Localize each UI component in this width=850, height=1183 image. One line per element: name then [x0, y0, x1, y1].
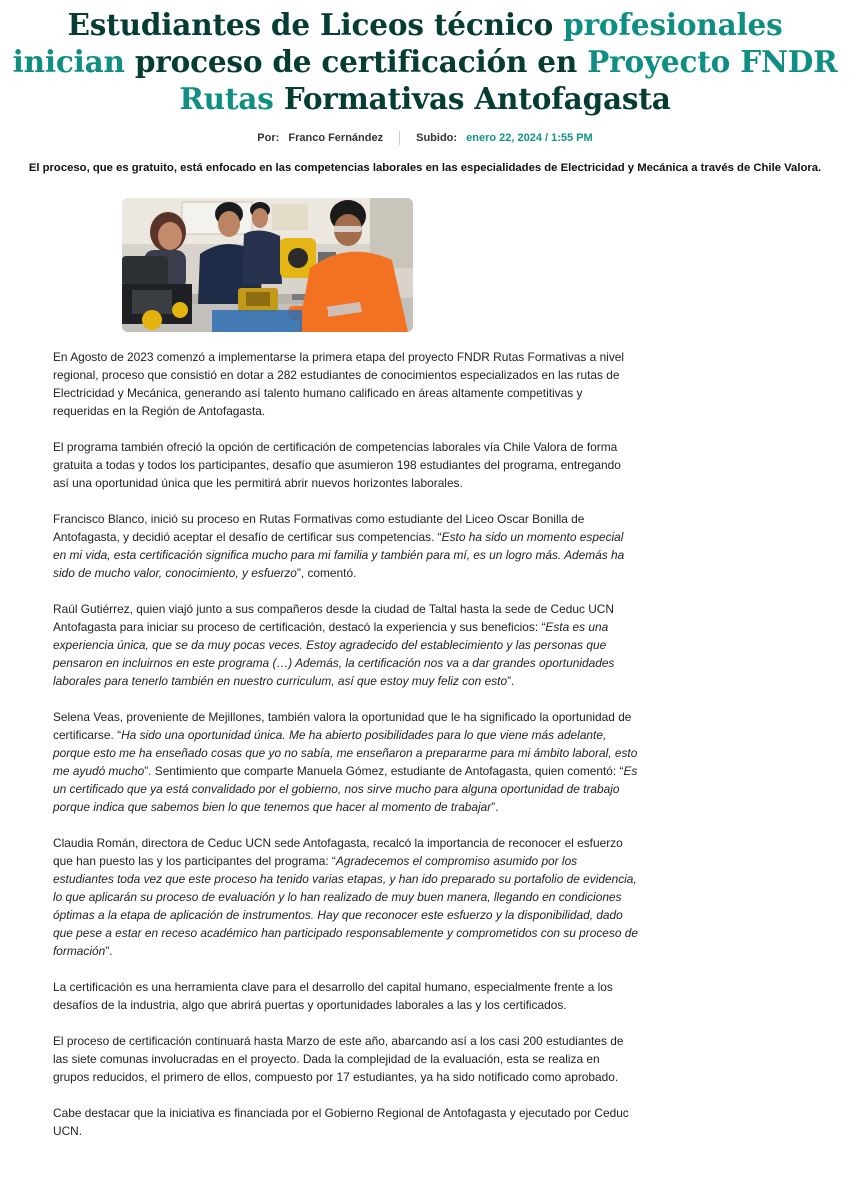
article-paragraph	[53, 708, 638, 816]
paragraph-text: ”.	[105, 944, 113, 958]
paragraph-text: Claudia Román, directora de Ceduc UCN sede Antofagasta, recalcó la importancia de reconocer el esfuerzo que han puesto las y los participantes del programa: “	[53, 836, 623, 868]
paragraph-text: Selena Veas, proveniente de Mejillones, también valora la oportunidad que le ha significado la oportunidad de certificarse. “	[53, 710, 632, 742]
title-segment: FNDR Rutas	[179, 44, 838, 116]
paragraph-text: Cabe destacar que la iniciativa es financiada por el Gobierno Regional de Antofagasta y ejecutado por Ceduc UCN.	[53, 1106, 629, 1138]
title-segment: Liceos técnico	[320, 7, 564, 42]
students-workshop-photo-icon	[122, 198, 413, 332]
title-segment: Formativas Antofagasta	[283, 81, 671, 116]
article-paragraph	[53, 438, 638, 492]
article-paragraph	[53, 978, 638, 1014]
quote-text: Esto ha sido un momento especial en mi vida, esta certificación significa mucho para mi familia y también para mí, es un logro más. Además ha sido de mucho valor, conocimiento, y esfuerzo	[53, 530, 625, 580]
byline	[257, 132, 383, 144]
paragraph-text: En Agosto de 2023 comenzó a implementarse la primera etapa del proyecto FNDR Rutas Formativas a nivel regional, proceso que consistió en dotar a 282 estudiantes de conocimientos especializados en las rutas de Electricidad y Mecánica, generando así talento humano calificado en áreas altamente competitivas y requeridas en la Región de Antofagasta.	[53, 350, 625, 418]
paragraph-text: ”.	[507, 674, 515, 688]
author-label: Por:	[257, 132, 280, 144]
date-label: Subido:	[416, 132, 458, 144]
article-meta	[0, 131, 850, 145]
article-paragraph	[53, 1104, 638, 1140]
paragraph-text: Raúl Gutiérrez, quien viajó junto a sus compañeros desde la ciudad de Taltal hasta la sede de Ceduc UCN Antofagasta para iniciar su proceso de certificación, destacó la experiencia y sus beneficios: “	[53, 602, 614, 634]
article-paragraph	[53, 510, 638, 582]
title-segment: proceso de certificación en	[134, 44, 588, 79]
paragraph-text: ”, comentó.	[296, 566, 357, 580]
meta-divider	[399, 131, 400, 145]
title-segment: profesionales	[563, 7, 783, 42]
paragraph-text: El proceso de certificación continuará hasta Marzo de este año, abarcando así a los casi 200 estudiantes de las siete comunas involucradas en el proyecto. Dada la complejidad de la evaluación, esta se realiza en grupos reducidos, el primero de ellos, compuesto por 17 estudiantes, ya ha sido notificado como aprobado.	[53, 1034, 624, 1084]
publish-date: enero 22, 2024 / 1:55 PM	[466, 132, 593, 144]
paragraph-text: La certificación es una herramienta clave para el desarrollo del capital humano, especialmente frente a los desafíos de la industria, algo que abrirá puertas y oportunidades laborales a las y los certificados.	[53, 980, 613, 1012]
article-body	[53, 348, 638, 1158]
article-paragraph	[53, 834, 638, 960]
article-lead: El proceso, que es gratuito, está enfocado en las competencias laborales en las especialidades de Electricidad y Mecánica a través de Chile Valora.	[28, 162, 822, 174]
paragraph-text: Francisco Blanco, inició su proceso en Rutas Formativas como estudiante del Liceo Oscar Bonilla de Antofagasta, y decidió aceptar el desafío de certificar sus competencias. “	[53, 512, 585, 544]
article-paragraph	[53, 1032, 638, 1086]
paragraph-text: ”. Sentimiento que comparte Manuela Gómez, estudiante de Antofagasta, quien comentó: “	[144, 764, 624, 778]
article-title	[0, 0, 850, 117]
paragraph-text: ”.	[491, 800, 499, 814]
quote-text: Ha sido una oportunidad única. Me ha abierto posibilidades para lo que viene más adelante, porque esto me ha enseñado cosas que yo no sabía, me enseñaron a prepararme para mi ámbito laboral, esto me ayudó mucho	[53, 728, 638, 778]
article-paragraph	[53, 600, 638, 690]
quote-text: Agradecemos el compromiso asumido por los estudiantes toda vez que este proceso ha tenido varias etapas, y han ido preparado su portafolio de evidencia, lo que aplicarán su proceso de evaluación y lo han realizado de muy buen manera, llegando en condiciones óptimas a la etapa de aplicación de instrumentos. Hay que reconocer este esfuerzo y la disponibilidad, dado que pese a estar en receso académico han participado responsablemente y comprometidos con su proceso de formación	[53, 854, 638, 958]
article-paragraph	[53, 348, 638, 420]
article-photo	[122, 198, 413, 332]
author-name[interactable]: Franco Fernández	[288, 132, 384, 144]
title-segment: Proyecto	[587, 44, 741, 79]
quote-text: Es un certificado que ya está convalidado por el gobierno, nos sirve mucho para alguna oportunidad de trabajo porque indica que sabemos bien lo que tenemos que hacer al momento de trabajar	[53, 764, 638, 814]
title-segment: inician	[12, 44, 135, 79]
title-segment: Estudiantes de	[67, 7, 320, 42]
paragraph-text: El programa también ofreció la opción de certificación de competencias laborales vía Chile Valora de forma gratuita a todas y todos los participantes, desafío que asumieron 198 estudiantes del programa, entregando así una oportunidad única que les permitirá abrir nuevos horizontes laborales.	[53, 440, 621, 490]
published	[416, 132, 593, 144]
quote-text: Esta es una experiencia única, que se da muy pocas veces. Estoy agradecido del establecimiento y las personas que pensaron en incluirnos en este programa (…) Además, la certificación nos va a dar grandes oportunidades laborales para tenerlo también en nuestro curriculum, así que estoy muy feliz con esto	[53, 620, 615, 688]
